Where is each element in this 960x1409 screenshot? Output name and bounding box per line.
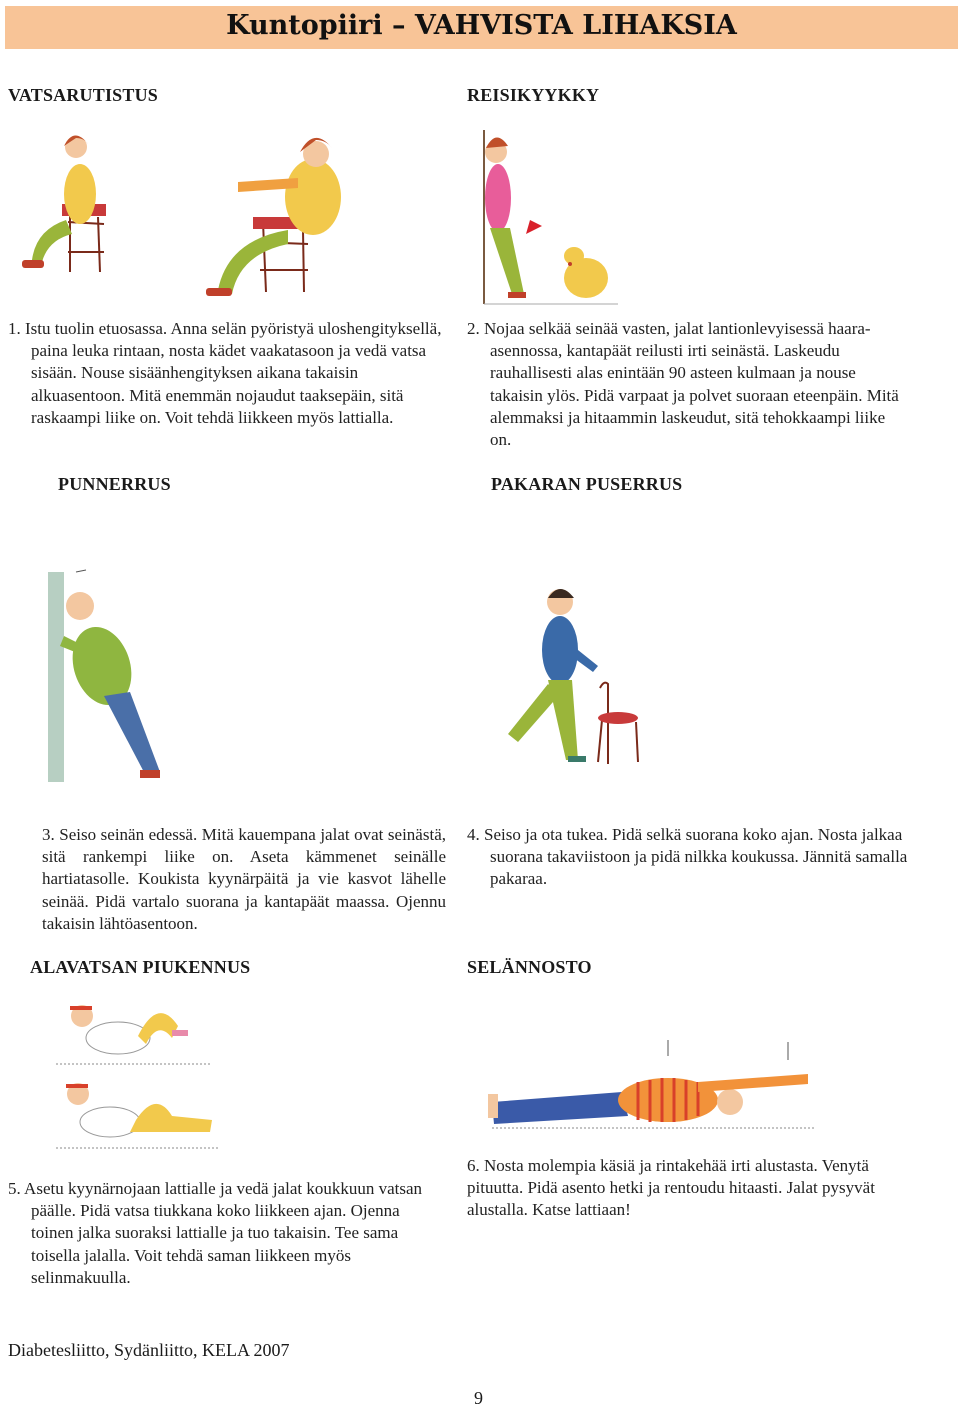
illustration-glute-squeeze bbox=[498, 580, 648, 770]
illustration-back-raise bbox=[488, 1036, 818, 1136]
text-reisikyykky: 2. Nojaa selkää seinää vasten, jalat lantionlevyisessä haara-asennossa, kantapäät reilusti irti seinästä. Laskeudu rauhallisesti alas enintään 90 asteen kulmaan ja nouse takaisin ylös. Pidä varpaat ja polvet suoraan eteenpäin. Mitä alemmaksi ja hitaammin laskeudut, sitä tehokkaampi liike on. bbox=[467, 319, 899, 450]
text-punnerrus: 3. Seiso seinän edessä. Mitä kauempana jalat ovat seinästä, sitä rankempi liike on. Aseta kämmenet seinälle hartiatasolle. Koukista kyynärpäitä ja vie kasvot lähelle seinää. Pidä vartalo suorana ja kantapäät maassa. Ojennu takaisin lähtöasentoon. bbox=[42, 825, 446, 933]
heading-vatsarutistus: VATSARUTISTUS bbox=[8, 85, 158, 105]
heading-reisikyykky: REISIKYYKKY bbox=[467, 85, 600, 105]
text-pakaran-puserrus: 4. Seiso ja ota tukea. Pidä selkä suorana koko ajan. Nosta jalkaa suorana takaviistoon ja pidä nilkka koukussa. Jännitä samalla pakaraa. bbox=[467, 825, 908, 889]
text-vatsarutistus: 1. Istu tuolin etuosassa. Anna selän pyöristyä uloshengityksellä, paina leuka rintaan, nosta kädet vaakatasoon ja vedä vatsa sisään. Nouse sisäänhengityksen aikana takaisin alkuasentoon. Mitä enemmän nojaudut taaksepäin, sitä raskaampi liike on. Voit tehdä liikkeen myös lattialla. bbox=[8, 319, 442, 427]
heading-selannosto: SELÄNNOSTO bbox=[467, 957, 592, 977]
text-selannosto: 6. Nosta molempia käsiä ja rintakehää irti alustasta. Venytä pituutta. Pidä asento hetki ja rentoudu hitaasti. Jalat pysyvät alustalla. Katse lattiaan! bbox=[467, 1156, 875, 1220]
text-alavatsan-piukennus: 5. Asetu kyynärnojaan lattialle ja vedä jalat koukkuun vatsan päälle. Pidä vatsa tiukkana koko liikkeen ajan. Ojenna toinen jalka suoraksi lattialle ja tuo takaisin. Tee sama toisella jalalla. Voit tehdä saman liikkeen myös selinmakuulla. bbox=[8, 1179, 423, 1287]
heading-alavatsan-piukennus: ALAVATSAN PIUKENNUS bbox=[30, 957, 251, 977]
illustration-lower-abs bbox=[52, 996, 232, 1156]
title-banner bbox=[5, 6, 958, 49]
page-number: 9 bbox=[474, 1388, 483, 1408]
heading-pakaran-puserrus: PAKARAN PUSERRUS bbox=[491, 474, 683, 494]
illustration-sit-up-chair bbox=[8, 112, 348, 302]
heading-punnerrus: PUNNERRUS bbox=[58, 474, 171, 494]
illustration-wall-squat bbox=[478, 128, 628, 308]
footer-credits: Diabetesliitto, Sydänliitto, KELA 2007 bbox=[8, 1340, 290, 1360]
illustration-wall-push-up bbox=[44, 566, 174, 786]
page-title: Kuntopiiri – VAHVISTA LIHAKSIA bbox=[226, 10, 737, 41]
